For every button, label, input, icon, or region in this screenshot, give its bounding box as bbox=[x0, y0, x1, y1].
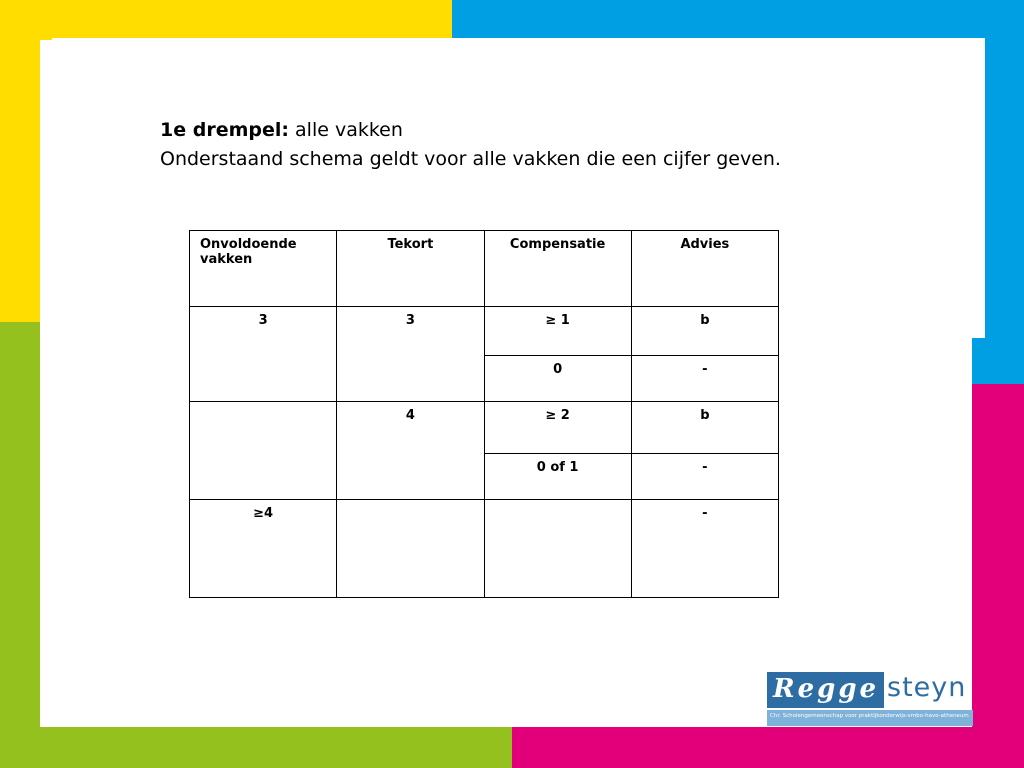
cell-advies: - bbox=[631, 356, 778, 402]
cell-advies: - bbox=[631, 454, 778, 500]
reggesteyn-logo bbox=[767, 672, 973, 726]
heading-line-2: Onderstaand schema geldt voor alle vakken die een cijfer geven. bbox=[160, 148, 781, 170]
cell-tekort bbox=[337, 500, 484, 598]
header-compensatie: Compensatie bbox=[484, 231, 631, 307]
cell-advies: b bbox=[631, 307, 778, 356]
cell-advies: - bbox=[631, 500, 778, 598]
heading-line-1 bbox=[160, 116, 860, 145]
table-header-row bbox=[190, 231, 779, 307]
cell-advies: b bbox=[631, 402, 778, 454]
cell-tekort: 4 bbox=[337, 402, 484, 500]
cell-compensatie: 0 of 1 bbox=[484, 454, 631, 500]
logo-tagline: Chr. Scholengemeenschap voor praktijkonderwijs-vmbo-havo-atheneum bbox=[770, 713, 969, 719]
cell-onvoldoende: 3 bbox=[190, 307, 337, 402]
table-row bbox=[190, 500, 779, 598]
cell-compensatie: ≥ 1 bbox=[484, 307, 631, 356]
cell-compensatie: ≥ 2 bbox=[484, 402, 631, 454]
table-row bbox=[190, 307, 779, 356]
cell-compensatie bbox=[484, 500, 631, 598]
header-onvoldoende: Onvoldoende vakken bbox=[190, 231, 337, 307]
table-row bbox=[190, 402, 779, 454]
threshold-table bbox=[189, 230, 779, 598]
header-advies: Advies bbox=[631, 231, 778, 307]
header-tekort: Tekort bbox=[337, 231, 484, 307]
heading-bold: 1e drempel: bbox=[160, 119, 289, 141]
logo-regge-text: Regge bbox=[773, 674, 880, 704]
logo-steyn-text: steyn bbox=[887, 672, 967, 703]
cell-onvoldoende: ≥4 bbox=[190, 500, 337, 598]
cell-compensatie: 0 bbox=[484, 356, 631, 402]
cell-onvoldoende bbox=[190, 402, 337, 500]
heading-rest: alle vakken bbox=[288, 119, 403, 141]
slide-heading bbox=[160, 116, 860, 174]
cell-tekort: 3 bbox=[337, 307, 484, 402]
